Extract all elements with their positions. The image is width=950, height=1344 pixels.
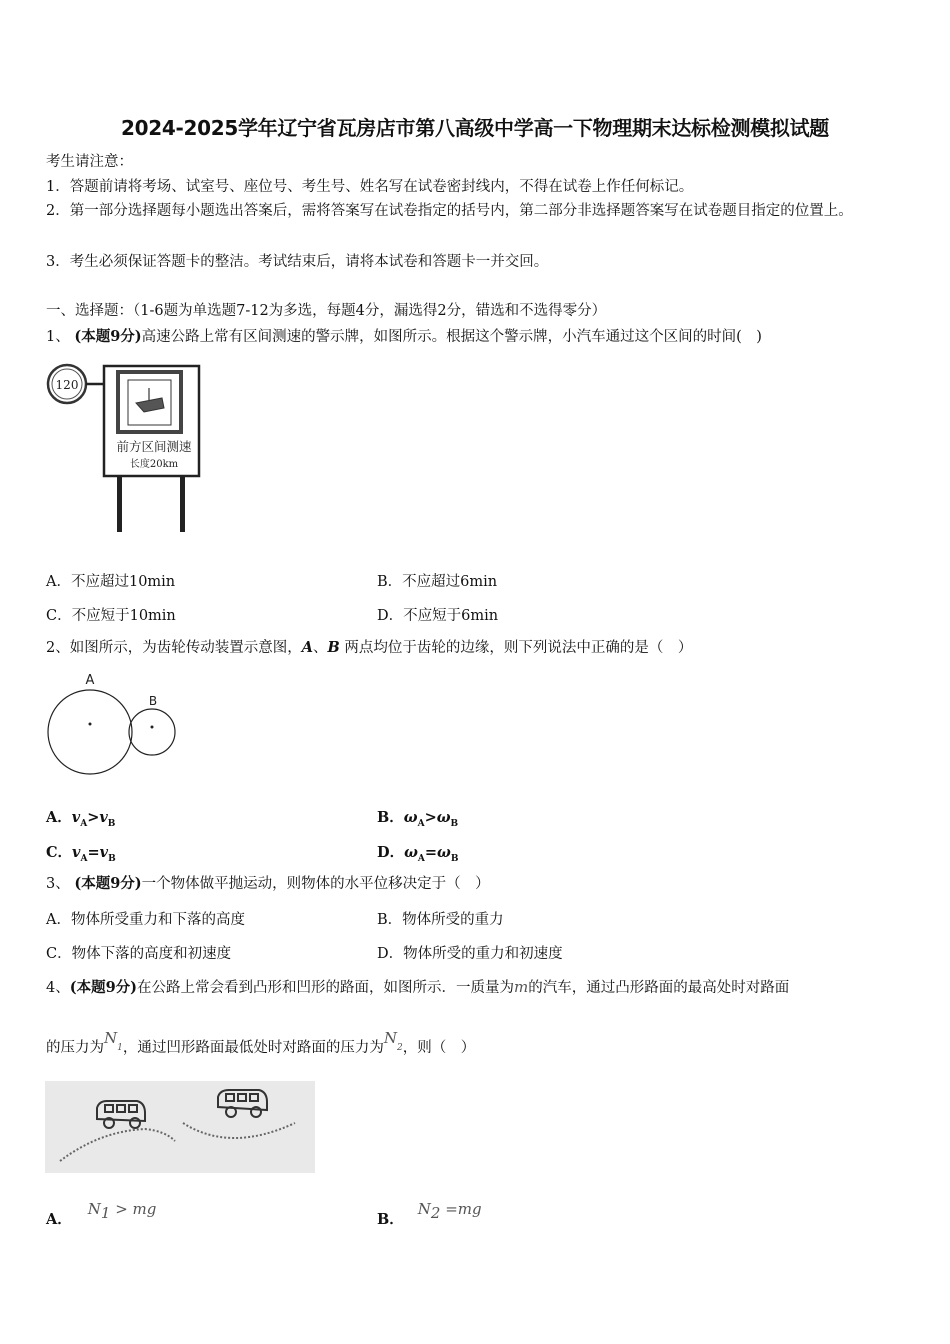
q2-sep: 、 [313, 640, 328, 656]
notice-item-3: 3．考生必须保证答题卡的整洁。考试结束后，请将本试卷和答题卡一并交回。 [46, 254, 549, 270]
q4-option-b: B．$N_2 =mg$ [377, 1200, 482, 1228]
q4-n2-symbol: N [383, 1029, 397, 1047]
q3-option-d: D．物体所受的重力和初速度 [377, 946, 563, 962]
q1-option-c: C．不应短于10min [46, 608, 176, 624]
q3-points: (本题9分) [74, 875, 142, 892]
q2-point-a: A [301, 639, 313, 656]
q1-option-d: D．不应短于6min [377, 608, 499, 624]
q1-option-b: B．不应超过6min [377, 574, 498, 590]
sign-post-left [117, 476, 122, 532]
notice-item-2: 2．第一部分选择题每小题选出答案后，需将答案写在试卷指定的括号内，第二部分非选择题答案写在试卷题目指定的位置上。 [46, 203, 853, 219]
gear-a-circle [48, 690, 132, 774]
section-heading: 一、选择题：（1-6题为单选题7-12为多选，每题4分，漏选得2分，错选和不选得零分） [46, 303, 607, 319]
road-figure-background [45, 1081, 315, 1173]
q2-option-c: C．$v_A=v_B$ [46, 844, 116, 864]
q4-n1-symbol: N [104, 1029, 118, 1047]
q2-point-b: B [327, 639, 340, 656]
q4-option-a: A．$N_1$ > mg [46, 1200, 157, 1228]
question-1 [46, 327, 762, 347]
q3-text: 一个物体做平抛运动，则物体的水平位移决定于（ ） [141, 876, 490, 892]
speed-sign-figure [44, 360, 209, 535]
sign-line1: 前方区间测速 [116, 439, 192, 454]
notice-heading: 考生请注意： [46, 154, 133, 170]
question-4-line-2: 的压力为$N_1$，通过凹形路面最低处时对路面的压力为$N_2$，则（ ） [46, 1029, 476, 1056]
q1-number: 1、 [46, 329, 70, 345]
q3-number: 3、 [46, 876, 70, 892]
page-title: 2024-2025学年辽宁省瓦房店市第八高级中学高一下物理期末达标检测模拟试题 [121, 116, 829, 140]
notice-item-1: 1．答题前请将考场、试室号、座位号、考生号、姓名写在试卷密封线内，不得在试卷上作任何标记。 [46, 179, 694, 195]
gear-label-b: B [148, 694, 158, 708]
sign-post-right [180, 476, 185, 532]
q4-mass-symbol: m [514, 978, 529, 996]
gear-b-center [151, 726, 154, 729]
question-3 [46, 874, 490, 894]
sign-line2: 长度20km [129, 459, 179, 470]
q1-option-a: A．不应超过10min [46, 574, 176, 590]
question-2 [46, 638, 692, 658]
gear-b-circle [129, 709, 175, 755]
q2-option-a: A．$v_A>v_B$ [46, 809, 116, 829]
q2-option-d: D．$\omega_A=\omega_B$ [377, 844, 459, 864]
gear-a-center [89, 723, 92, 726]
q3-option-b: B．物体所受的重力 [377, 912, 504, 928]
q3-option-a: A．物体所受重力和下落的高度 [46, 912, 245, 928]
gear-label-a: A [85, 673, 95, 688]
q3-option-c: C．物体下落的高度和初速度 [46, 946, 232, 962]
question-4-line-1: 4、(本题9分)在公路上常会看到凸形和凹形的路面，如图所示．一质量为m的汽车，通过凸形路面的最高处时对路面 [46, 978, 790, 996]
q2-option-b: B．$\omega_A>\omega_B$ [377, 809, 459, 829]
road-figure [45, 1081, 315, 1173]
q2-text-post: 两点均位于齿轮的边缘，则下列说法中正确的是（ ） [339, 640, 693, 656]
q1-text: 高速公路上常有区间测速的警示牌，如图所示。根据这个警示牌，小汽车通过这个区间的时间( ) [141, 329, 762, 345]
gear-diagram [44, 670, 184, 780]
q2-text-pre: 2、如图所示，为齿轮传动装置示意图， [46, 640, 302, 656]
speed-limit-value: 120 [55, 378, 79, 392]
q1-points: (本题9分) [74, 328, 142, 345]
